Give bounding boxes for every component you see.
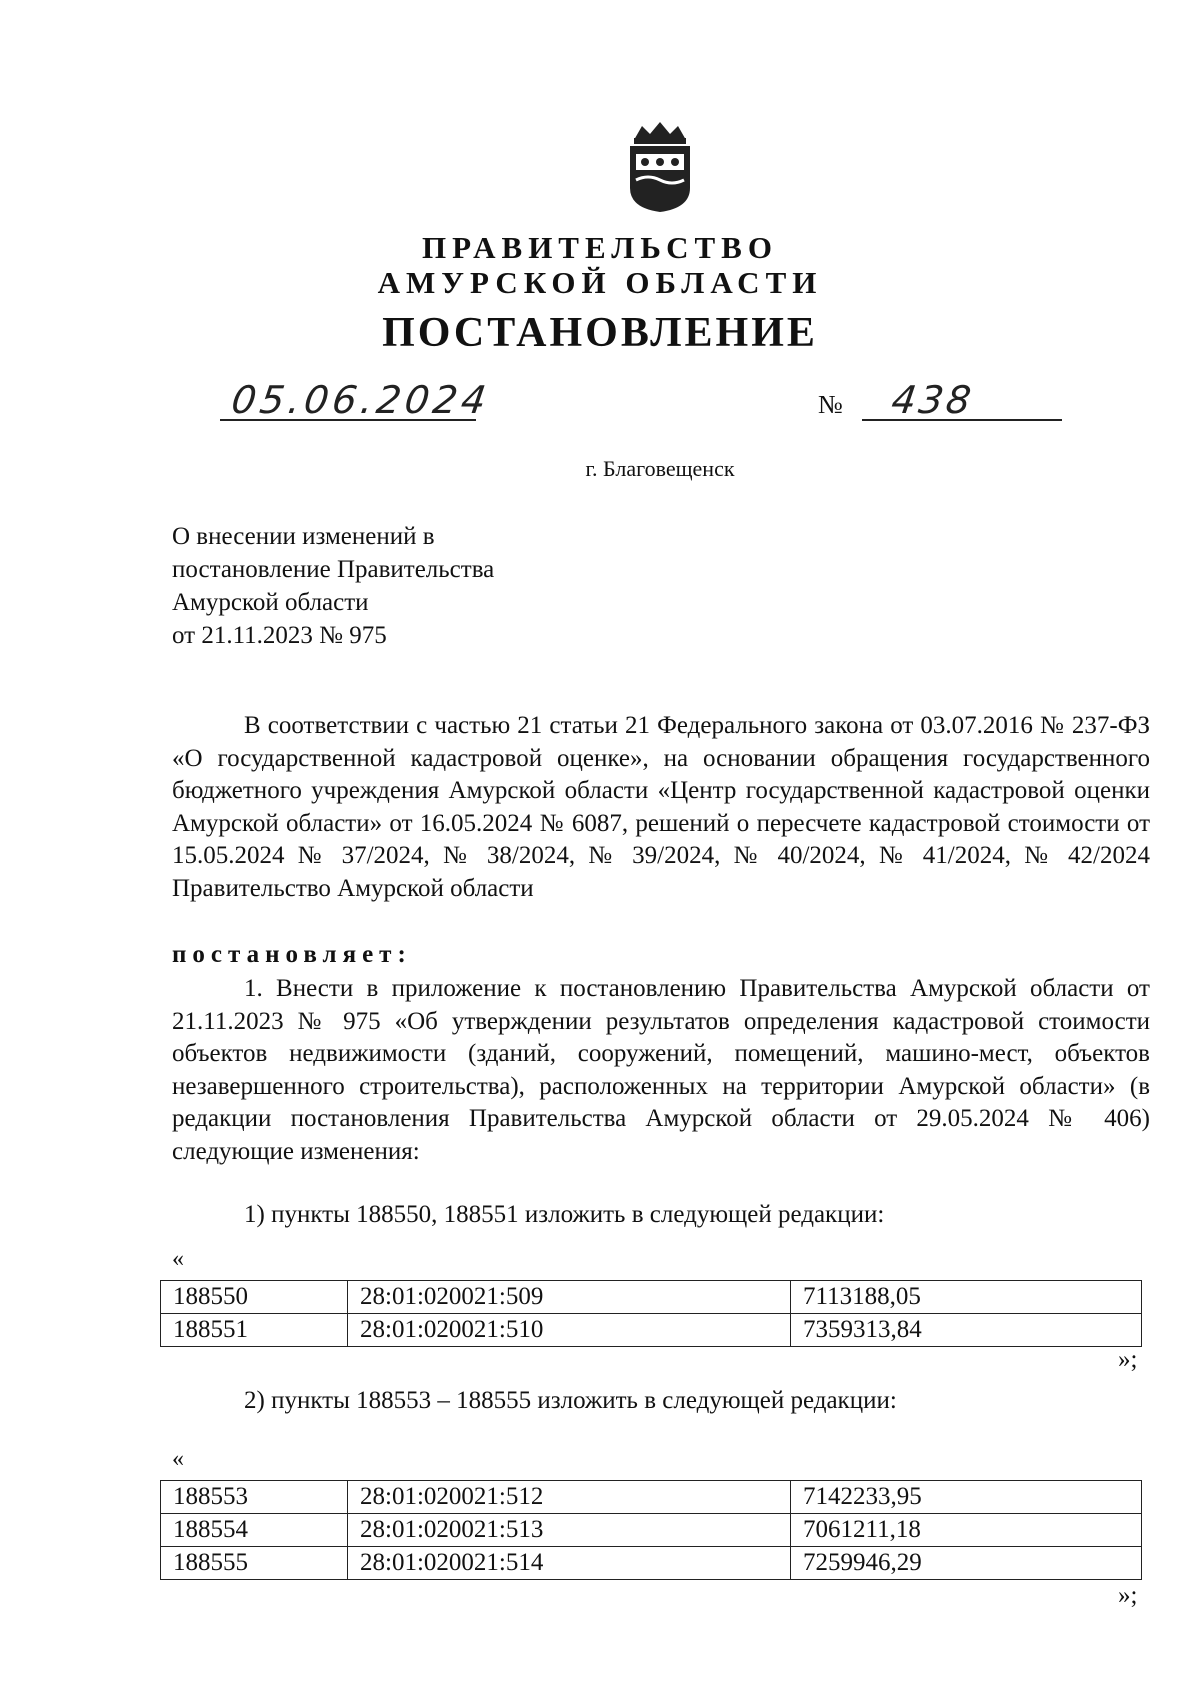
subject-line: от 21.11.2023 № 975 — [172, 622, 387, 649]
government-title-line2: АМУРСКОЙ ОБЛАСТИ — [377, 265, 823, 300]
government-title-line1: ПРАВИТЕЛЬСТВО — [422, 230, 778, 265]
subitem1-text: 1) пункты 188550, 188551 изложить в следующей редакции: — [244, 1201, 885, 1228]
item1-paragraph — [172, 973, 1150, 1168]
number-underline — [862, 419, 1062, 421]
quote-close-2: »; — [1118, 1582, 1138, 1609]
preamble-paragraph — [172, 710, 1150, 905]
amur-region-coat-of-arms-icon — [620, 118, 700, 214]
cadastral-value-cell: 7142233,95 — [791, 1481, 1142, 1514]
cadastral-value-cell: 7113188,05 — [791, 1281, 1142, 1314]
city-line: г. Благовещенск — [585, 456, 735, 481]
table-items-188553-188555 — [160, 1480, 1142, 1580]
table-row — [161, 1547, 1142, 1580]
quote-open-2: « — [172, 1446, 184, 1472]
cadastral-number-cell: 28:01:020021:509 — [348, 1281, 791, 1314]
table-row — [161, 1281, 1142, 1314]
subject-line: постановление Правительства — [172, 556, 495, 583]
cadastral-number-cell: 28:01:020021:512 — [348, 1481, 791, 1514]
item1-text: 1. Внести в приложение к постановлению Правительства Амурской области от 21.11.2023 № 975 «Об утверждении результатов определения кадастровой стоимости объектов недвижимости (зданий, сооружений, помещений, машино-мест, объектов незавершенного строительства), расположенных на территории Амурской области» (в редакции постановления Правительства Амурской области от 29.05.2024 № 406) следующие изменения: — [172, 975, 1150, 1165]
item-number-cell: 188550 — [161, 1281, 348, 1314]
cadastral-value-cell: 7259946,29 — [791, 1547, 1142, 1580]
table-items-188550-188551 — [160, 1280, 1142, 1347]
cadastral-value-cell: 7359313,84 — [791, 1314, 1142, 1347]
cadastral-number-cell: 28:01:020021:510 — [348, 1314, 791, 1347]
table-row — [161, 1314, 1142, 1347]
subitem2-text: 2) пункты 188553 – 188555 изложить в следующей редакции: — [244, 1387, 897, 1414]
preamble-text: В соответствии с частью 21 статьи 21 Федерального закона от 03.07.2016 № 237-ФЗ «О государственной кадастровой оценке», на основании обращения государственного бюджетного учреждения Амурской области «Центр государственной кадастровой оценки Амурской области» от 16.05.2024 № 6087, решений о пересчете кадастровой стоимости от 15.05.2024 № 37/2024, № 38/2024, № 39/2024, № 40/2024, № 41/2024, № 42/2024 Правительство Амурской области — [172, 712, 1150, 902]
cadastral-number-cell: 28:01:020021:513 — [348, 1514, 791, 1547]
subject-line: Амурской области — [172, 589, 369, 616]
cadastral-value-cell: 7061211,18 — [791, 1514, 1142, 1547]
item-number-cell: 188553 — [161, 1481, 348, 1514]
table-row — [161, 1481, 1142, 1514]
subject-line: О внесении изменений в — [172, 523, 435, 550]
document-type-title: ПОСТАНОВЛЕНИЕ — [382, 310, 818, 356]
item-number-cell: 188551 — [161, 1314, 348, 1347]
quote-close-1: »; — [1118, 1346, 1138, 1373]
document-date: 05.06.2024 — [228, 378, 493, 422]
number-label: № — [818, 390, 843, 419]
date-underline — [220, 419, 476, 421]
item-number-cell: 188555 — [161, 1547, 348, 1580]
document-number: 438 — [888, 378, 977, 422]
resolves-word: постановляет: — [172, 941, 412, 968]
table-row — [161, 1514, 1142, 1547]
item-number-cell: 188554 — [161, 1514, 348, 1547]
cadastral-number-cell: 28:01:020021:514 — [348, 1547, 791, 1580]
quote-open-1: « — [172, 1246, 184, 1272]
document-subject — [172, 520, 692, 652]
